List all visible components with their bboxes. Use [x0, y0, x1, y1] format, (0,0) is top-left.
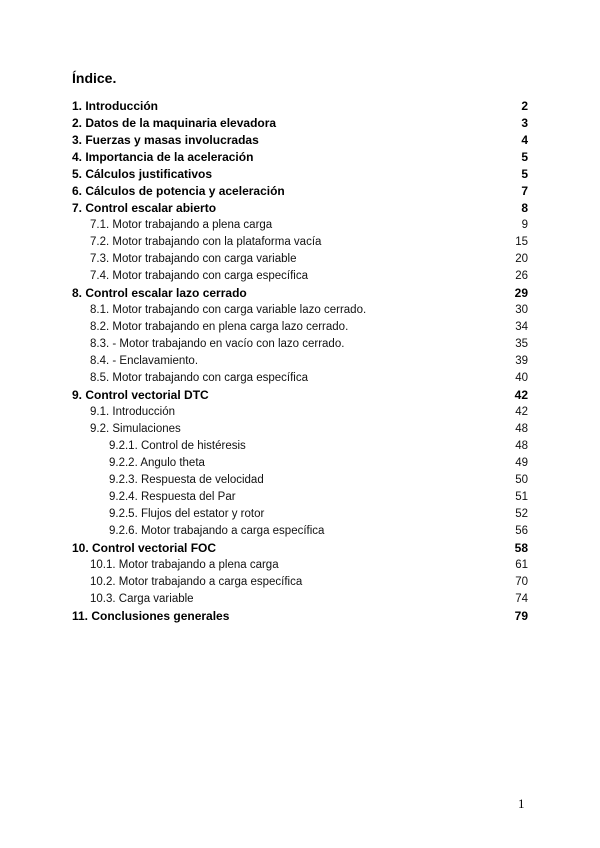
toc-entry-page: 56: [515, 525, 528, 537]
toc-entry-page: 70: [515, 576, 528, 588]
toc-entry[interactable]: [72, 132, 528, 149]
toc-entry[interactable]: [72, 438, 528, 455]
toc-entry-title: 2. Datos de la maquinaria elevadora: [72, 116, 277, 130]
toc-entry-page: 61: [515, 559, 528, 571]
toc-entry-page: 35: [515, 338, 528, 350]
toc-entry-page: 15: [515, 236, 528, 248]
toc-entry-page: 29: [514, 286, 528, 300]
toc-entry[interactable]: [72, 302, 528, 319]
toc-entry[interactable]: [72, 387, 528, 404]
toc-entry-page: 49: [515, 457, 528, 469]
toc-entry-title: 4. Importancia de la aceleración: [72, 150, 254, 164]
toc-entry-title: 10.2. Motor trabajando a carga específica: [90, 576, 303, 588]
toc-entry-title: 8.2. Motor trabajando en plena carga lazo cerrado.: [90, 321, 349, 333]
toc-entry-title: 9.1. Introducción: [90, 406, 176, 418]
toc-entry[interactable]: [72, 200, 528, 217]
toc-entry[interactable]: [72, 506, 528, 523]
toc-entry-page: 58: [514, 541, 528, 555]
toc-entry-page: 26: [515, 270, 528, 282]
toc-entry-page: 20: [515, 253, 528, 265]
toc-entry[interactable]: [72, 489, 528, 506]
toc-entry[interactable]: [72, 353, 528, 370]
toc-entry[interactable]: [72, 166, 528, 183]
toc-entry[interactable]: [72, 234, 528, 251]
toc-entry[interactable]: [72, 336, 528, 353]
toc-entry-title: 8.4. - Enclavamiento.: [90, 355, 199, 367]
toc-entry-page: 2: [521, 99, 528, 113]
toc-entry-page: 3: [521, 116, 528, 130]
toc-entry-page: 52: [515, 508, 528, 520]
toc-entry-page: 74: [515, 593, 528, 605]
toc-entry[interactable]: [72, 472, 528, 489]
toc-entry-page: 51: [515, 491, 528, 503]
toc-entry-page: 34: [515, 321, 528, 333]
toc-entry-page: 40: [515, 372, 528, 384]
toc-entry-title: 9.2.4. Respuesta del Par: [109, 491, 236, 503]
toc-entry-page: 39: [515, 355, 528, 367]
toc-entry-title: 1. Introducción: [72, 99, 159, 113]
toc-entry-page: 4: [521, 133, 528, 147]
toc-entry[interactable]: [72, 149, 528, 166]
toc-entry[interactable]: [72, 404, 528, 421]
toc-entry-title: 9.2. Simulaciones: [90, 423, 181, 435]
toc-entry-title: 7. Control escalar abierto: [72, 201, 217, 215]
toc-entry-title: 6. Cálculos de potencia y aceleración: [72, 184, 285, 198]
toc-entry-page: 5: [521, 167, 528, 181]
toc-entry[interactable]: [72, 217, 528, 234]
toc-entry[interactable]: [72, 455, 528, 472]
toc-heading: Índice.: [72, 70, 117, 86]
toc-entry[interactable]: [72, 591, 528, 608]
toc-entry-title: 7.3. Motor trabajando con carga variable: [90, 253, 297, 265]
toc-entry[interactable]: [72, 98, 528, 115]
toc-entry-page: 50: [515, 474, 528, 486]
toc-entry[interactable]: [72, 285, 528, 302]
toc-entry-title: 10.1. Motor trabajando a plena carga: [90, 559, 279, 571]
toc-entry-title: 10.3. Carga variable: [90, 593, 194, 605]
toc-entry-title: 3. Fuerzas y masas involucradas: [72, 133, 259, 147]
toc-entry[interactable]: [72, 557, 528, 574]
toc-entry-title: 9.2.6. Motor trabajando a carga específica: [109, 525, 325, 537]
toc-entry-page: 30: [515, 304, 528, 316]
page-number: 1: [518, 796, 525, 811]
toc-entry-title: 8.1. Motor trabajando con carga variable lazo cerrado.: [90, 304, 367, 316]
toc-entry-page: 42: [515, 406, 528, 418]
toc-entry-page: 42: [514, 388, 528, 402]
toc-entry-title: 10. Control vectorial FOC: [72, 541, 217, 555]
table-of-contents: [72, 98, 528, 625]
toc-entry[interactable]: [72, 183, 528, 200]
toc-entry-title: 5. Cálculos justificativos: [72, 167, 213, 181]
toc-entry-title: 8.5. Motor trabajando con carga específica: [90, 372, 308, 384]
toc-entry[interactable]: [72, 574, 528, 591]
toc-entry-page: 7: [521, 184, 528, 198]
toc-entry[interactable]: [72, 421, 528, 438]
toc-entry[interactable]: [72, 608, 528, 625]
toc-entry-title: 8. Control escalar lazo cerrado: [72, 286, 247, 300]
toc-entry-title: 7.2. Motor trabajando con la plataforma vacía: [90, 236, 322, 248]
toc-entry-title: 7.4. Motor trabajando con carga específica: [90, 270, 308, 282]
toc-entry-page: 48: [515, 440, 528, 452]
toc-entry-title: 9.2.2. Angulo theta: [109, 457, 205, 469]
toc-entry-title: 9.2.1. Control de histéresis: [109, 440, 246, 452]
toc-entry-title: 9.2.5. Flujos del estator y rotor: [109, 508, 265, 520]
toc-entry[interactable]: [72, 523, 528, 540]
toc-entry-page: 9: [521, 219, 528, 231]
toc-entry-title: 8.3. - Motor trabajando en vacío con lazo cerrado.: [90, 338, 345, 350]
toc-entry-title: 11. Conclusiones generales: [72, 609, 230, 623]
toc-entry-title: 7.1. Motor trabajando a plena carga: [90, 219, 273, 231]
toc-entry-page: 5: [521, 150, 528, 164]
toc-entry-page: 79: [514, 609, 528, 623]
toc-entry[interactable]: [72, 115, 528, 132]
toc-entry-page: 48: [515, 423, 528, 435]
toc-entry-title: 9.2.3. Respuesta de velocidad: [109, 474, 264, 486]
toc-entry-page: 8: [521, 201, 528, 215]
toc-entry[interactable]: [72, 540, 528, 557]
toc-entry[interactable]: [72, 251, 528, 268]
toc-entry[interactable]: [72, 370, 528, 387]
toc-entry[interactable]: [72, 319, 528, 336]
toc-entry-title: 9. Control vectorial DTC: [72, 388, 209, 402]
toc-entry[interactable]: [72, 268, 528, 285]
